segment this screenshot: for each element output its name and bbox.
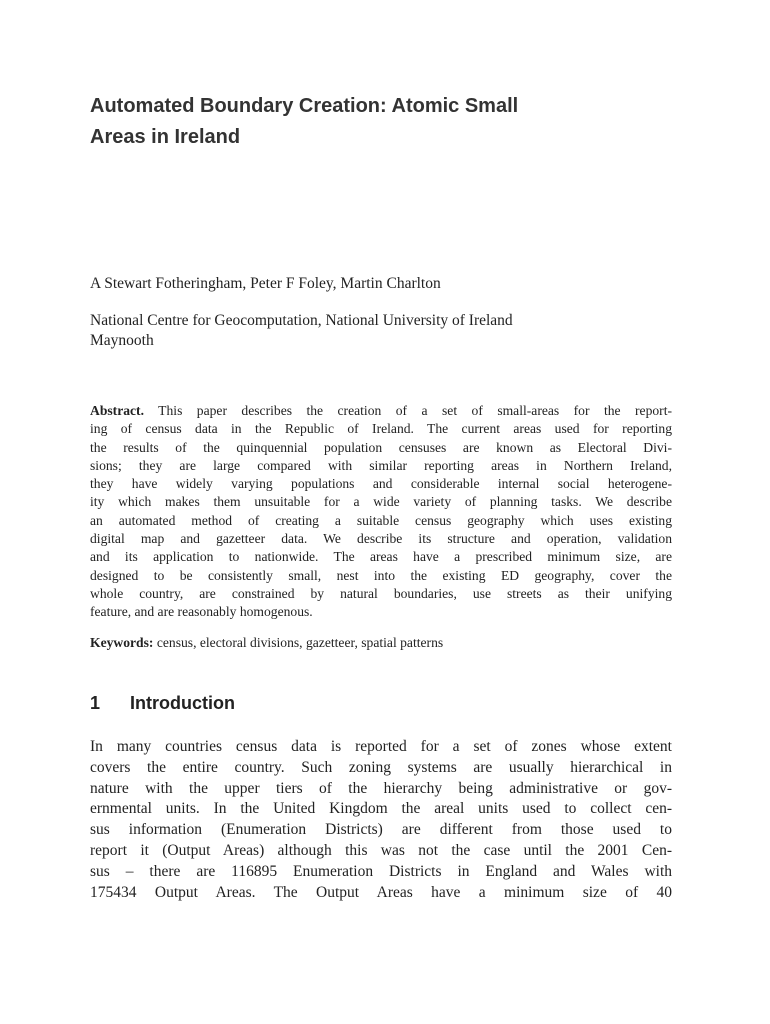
paper-title-line: Automated Boundary Creation: Atomic Small (90, 95, 519, 117)
body-line: report it (Output Areas) although this was not the case until the 2001 Cen- (90, 841, 672, 859)
abstract-line: they have widely varying populations and considerable internal social heterogene- (90, 476, 672, 492)
body-line: covers the entire country. Such zoning systems are usually hierarchical in (90, 758, 672, 776)
body-line: 175434 Output Areas. The Output Areas have a minimum size of 40 (90, 883, 672, 901)
abstract-line (90, 402, 672, 420)
section-number: 1 (90, 693, 101, 713)
body-line: In many countries census data is reported for a set of zones whose extent (90, 738, 672, 755)
body-line: sus – there are 116895 Enumeration Districts in England and Wales with (90, 862, 672, 880)
keywords-label: Keywords: (90, 635, 154, 650)
abstract-line: ing of census data in the Republic of Ireland. The current areas used for reporting (90, 421, 672, 437)
abstract-line: the results of the quinquennial population censuses are known as Electoral Divi- (90, 439, 672, 455)
section-heading (90, 691, 235, 715)
abstract-line: feature, and are reasonably homogenous. (90, 604, 313, 620)
body-text (90, 737, 672, 903)
abstract-text: This paper describes the creation of a set of small-areas for the report- (143, 403, 672, 418)
abstract-line: digital map and gazetteer data. We describe its structure and operation, validation (90, 531, 672, 547)
keywords-text: census, electoral divisions, gazetteer, spatial patterns (153, 635, 444, 650)
abstract-line: an automated method of creating a suitable census geography which uses existing (90, 512, 672, 528)
body-line: nature with the upper tiers of the hierarchy being administrative or gov- (90, 779, 672, 797)
affiliation-line: Maynooth (90, 332, 154, 349)
keywords (90, 634, 443, 652)
affiliation-line: National Centre for Geocomputation, National University of Ireland (90, 312, 513, 329)
abstract-line: whole country, are constrained by natural boundaries, use streets as their unifying (90, 585, 672, 601)
abstract-label: Abstract. (90, 403, 144, 418)
section-title: Introduction (130, 693, 235, 713)
abstract-line: designed to be consistently small, nest into the existing ED geography, cover the (90, 567, 672, 583)
abstract-line: and its application to nationwide. The areas have a prescribed minimum size, are (90, 549, 672, 565)
abstract (90, 402, 672, 622)
paper-authors: A Stewart Fotheringham, Peter F Foley, Martin Charlton (90, 275, 441, 292)
abstract-line: ity which makes them unsuitable for a wide variety of planning tasks. We describe (90, 494, 672, 510)
paper-title-line: Areas in Ireland (90, 126, 241, 148)
abstract-line: sions; they are large compared with similar reporting areas in Northern Ireland, (90, 457, 672, 473)
paper-title (90, 91, 650, 153)
body-line: ernmental units. In the United Kingdom the areal units used to collect cen- (90, 800, 672, 818)
paper-affiliation (90, 311, 513, 351)
body-line: sus information (Enumeration Districts) are different from those used to (90, 821, 672, 839)
